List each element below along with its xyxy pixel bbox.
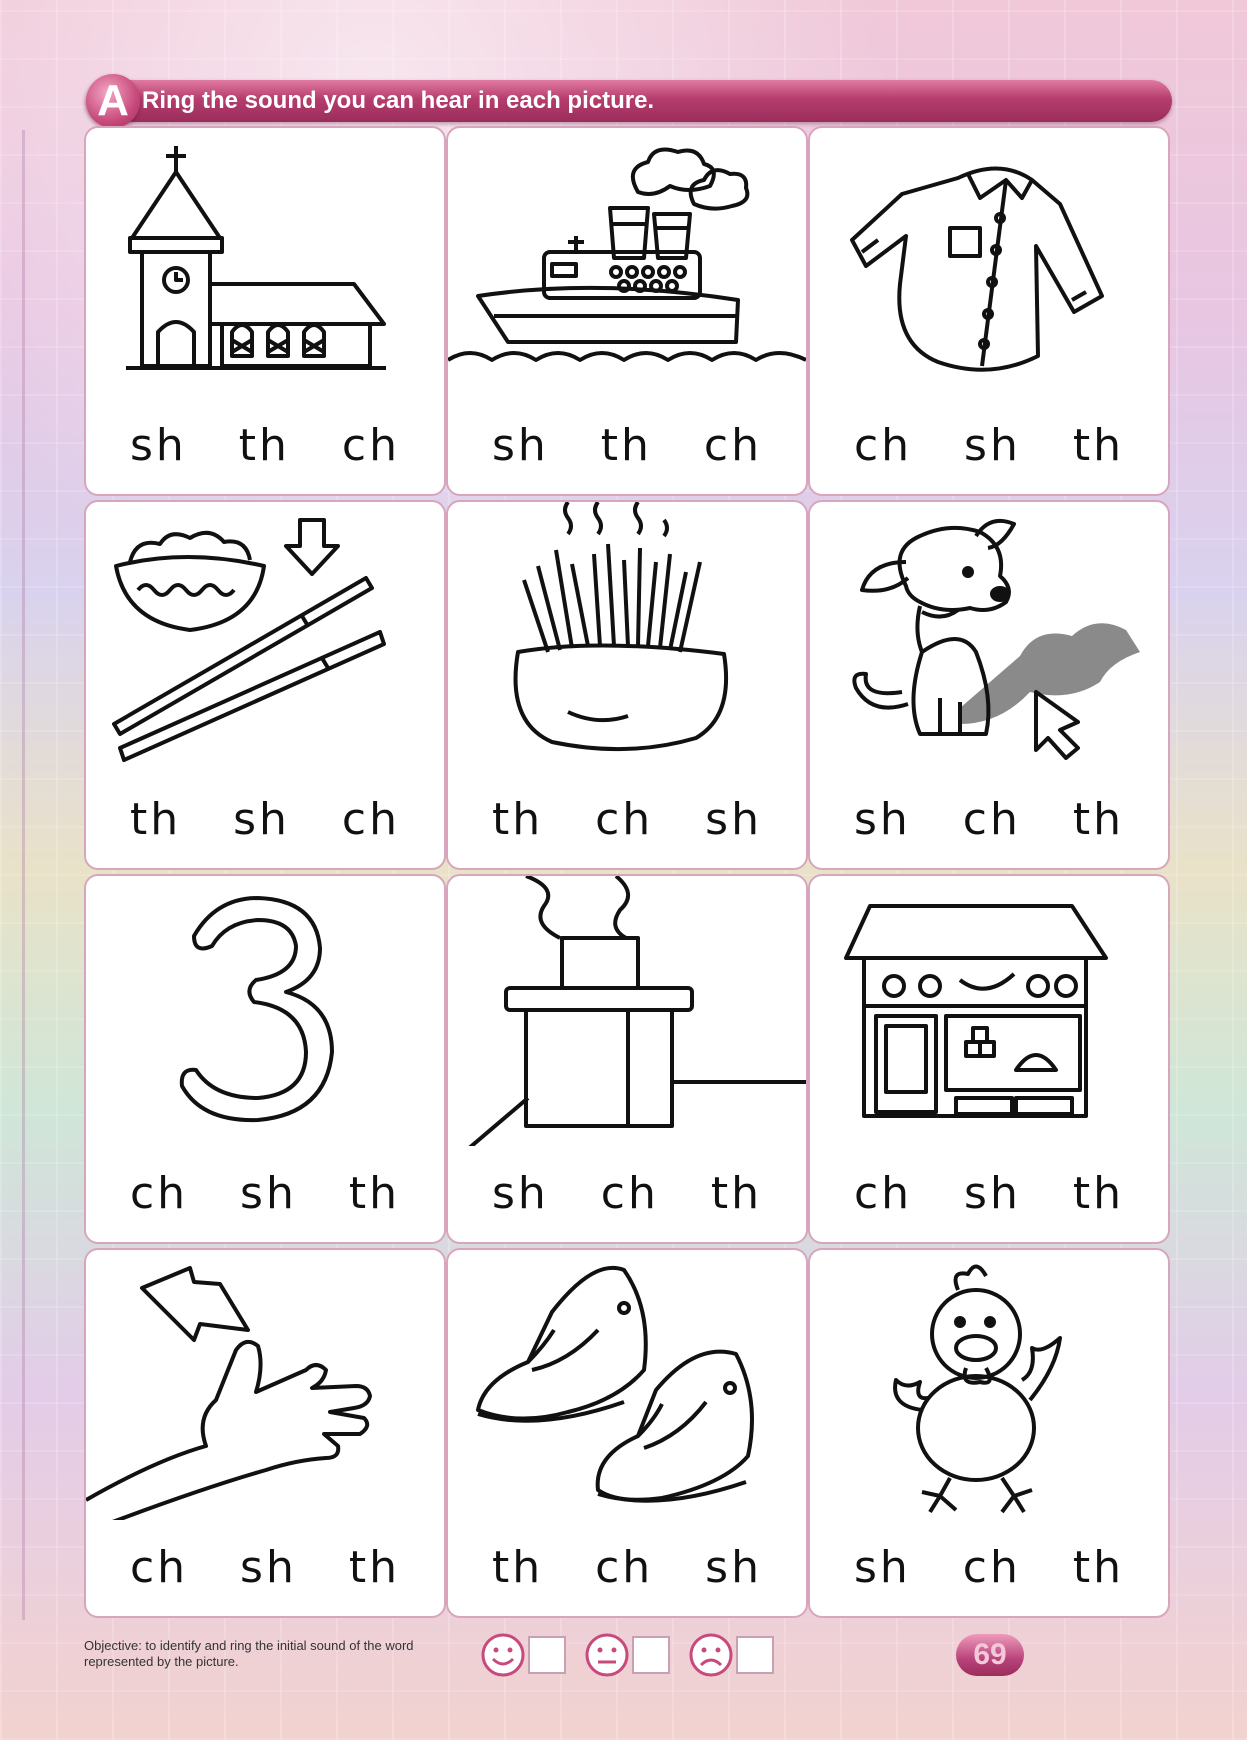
option-ch[interactable]: ch xyxy=(703,420,762,471)
page-spine xyxy=(22,130,25,1620)
option-sh[interactable]: sh xyxy=(233,794,290,845)
picture-card xyxy=(446,126,808,496)
chopsticks-icon xyxy=(86,502,444,772)
shadow-icon xyxy=(810,502,1168,772)
option-ch[interactable]: ch xyxy=(595,794,654,845)
picture-card xyxy=(808,1248,1170,1618)
sound-options xyxy=(810,1168,1168,1220)
option-th[interactable]: th xyxy=(238,420,290,471)
sound-options xyxy=(810,794,1168,846)
picture-card xyxy=(446,1248,808,1618)
picture-card xyxy=(84,126,446,496)
instruction-text: Ring the sound you can hear in each picture. xyxy=(142,87,655,114)
option-ch[interactable]: ch xyxy=(962,1542,1021,1593)
option-ch[interactable]: ch xyxy=(341,420,400,471)
picture-card xyxy=(84,1248,446,1618)
option-ch[interactable]: ch xyxy=(341,794,400,845)
option-sh[interactable]: sh xyxy=(964,420,1021,471)
three-icon xyxy=(86,876,444,1146)
chimney-icon xyxy=(448,876,806,1146)
rating-box[interactable] xyxy=(736,1636,774,1674)
church-icon xyxy=(86,128,444,398)
option-ch[interactable]: ch xyxy=(595,1542,654,1593)
page-number: 69 xyxy=(956,1634,1024,1676)
option-sh[interactable]: sh xyxy=(705,1542,762,1593)
option-th[interactable]: th xyxy=(1072,1542,1124,1593)
option-ch[interactable]: ch xyxy=(129,1168,189,1219)
picture-card xyxy=(808,500,1170,870)
option-sh[interactable]: sh xyxy=(491,420,549,471)
option-th[interactable]: th xyxy=(491,794,544,845)
picture-card xyxy=(808,126,1170,496)
option-th[interactable]: th xyxy=(129,794,182,845)
option-th[interactable]: th xyxy=(600,420,652,471)
option-ch[interactable]: ch xyxy=(129,1542,189,1593)
option-sh[interactable]: sh xyxy=(705,794,762,845)
option-th[interactable]: th xyxy=(348,1168,400,1219)
option-sh[interactable]: sh xyxy=(853,794,911,845)
thumb-icon xyxy=(86,1250,444,1520)
picture-card xyxy=(446,500,808,870)
happy-face-icon xyxy=(480,1632,526,1678)
picture-card xyxy=(446,874,808,1244)
sad-face-icon xyxy=(688,1632,734,1678)
sound-options xyxy=(86,1542,444,1594)
option-th[interactable]: th xyxy=(348,1542,400,1593)
option-sh[interactable]: sh xyxy=(240,1542,297,1593)
sound-options xyxy=(86,1168,444,1220)
option-ch[interactable]: ch xyxy=(600,1168,659,1219)
sound-options xyxy=(448,420,806,472)
objective-note: Objective: to identify and ring the initial sound of the word represented by the picture. xyxy=(84,1638,414,1669)
chick-icon xyxy=(810,1250,1168,1520)
option-ch[interactable]: ch xyxy=(853,1168,913,1219)
option-th[interactable]: th xyxy=(1072,420,1124,471)
sound-options xyxy=(810,420,1168,472)
option-ch[interactable]: ch xyxy=(962,794,1021,845)
neutral-face-icon xyxy=(584,1632,630,1678)
option-ch[interactable]: ch xyxy=(853,420,913,471)
option-sh[interactable]: sh xyxy=(129,420,187,471)
rating-box[interactable] xyxy=(632,1636,670,1674)
sound-options xyxy=(448,1168,806,1220)
option-sh[interactable]: sh xyxy=(964,1168,1021,1219)
rating-box[interactable] xyxy=(528,1636,566,1674)
picture-card xyxy=(808,874,1170,1244)
option-th[interactable]: th xyxy=(1072,1168,1124,1219)
ship-icon xyxy=(448,128,806,398)
shop-icon xyxy=(810,876,1168,1146)
option-sh[interactable]: sh xyxy=(240,1168,297,1219)
option-sh[interactable]: sh xyxy=(491,1168,549,1219)
sound-options xyxy=(86,794,444,846)
option-th[interactable]: th xyxy=(491,1542,544,1593)
chips-icon xyxy=(448,502,806,772)
sound-options xyxy=(86,420,444,472)
option-sh[interactable]: sh xyxy=(853,1542,911,1593)
sound-options xyxy=(448,1542,806,1594)
sound-options xyxy=(448,794,806,846)
sound-options xyxy=(810,1542,1168,1594)
picture-card xyxy=(84,874,446,1244)
option-th[interactable]: th xyxy=(710,1168,762,1219)
section-badge: A xyxy=(86,74,140,128)
option-th[interactable]: th xyxy=(1072,794,1124,845)
picture-card xyxy=(84,500,446,870)
shirt-icon xyxy=(810,128,1168,398)
shoes-icon xyxy=(448,1250,806,1520)
